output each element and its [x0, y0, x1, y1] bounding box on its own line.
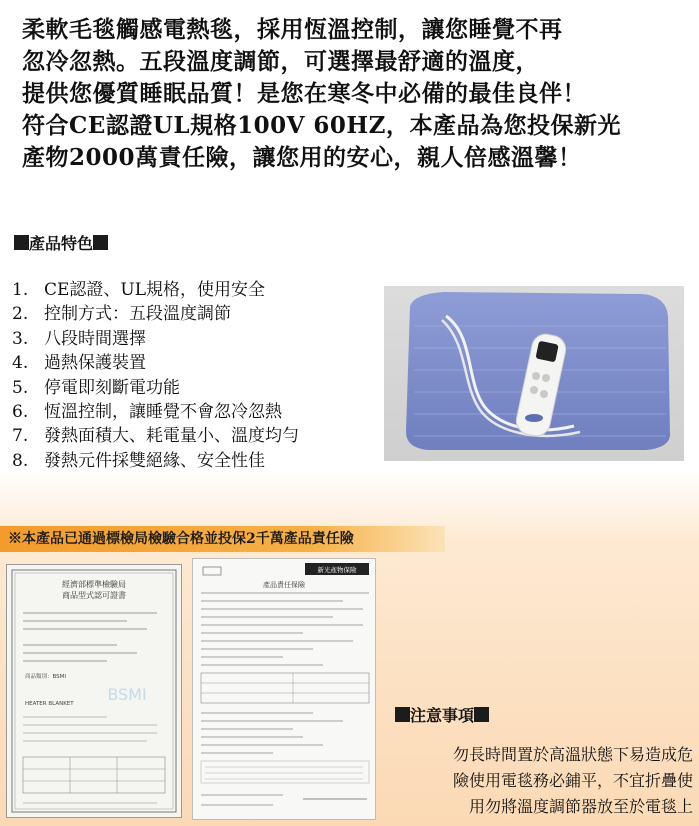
caution-line: 用勿將溫度調節器放至於電毯上 — [468, 797, 693, 816]
intro-line: 提供您優質睡眠品質！是您在寒冬中必備的最佳良伴！ — [22, 80, 586, 107]
square-bullet-icon — [14, 235, 29, 250]
list-item: 3. 八段時間選擇 — [12, 328, 146, 349]
bsmi-watermark: BSMI — [107, 685, 147, 704]
intro-line: 產物2000萬責任險，讓您用的安心，親人倍感溫馨！ — [22, 144, 582, 171]
cert-left-line: 商品類別：BSMI — [25, 674, 67, 680]
features-heading-label: 產品特色 — [29, 234, 94, 253]
list-item: 4. 過熱保護裝置 — [12, 353, 146, 374]
list-item: 5. 停電即刻斷電功能 — [12, 377, 180, 398]
caution-line: 險使用電毯務必鋪平，不宜折疊使 — [452, 771, 693, 790]
caution-heading-label: 注意事項 — [410, 706, 475, 725]
list-item: 8. 發熱元件採雙絕緣、安全性佳 — [12, 450, 265, 471]
square-bullet-icon — [93, 235, 108, 250]
cert-left-title: 經濟部標準檢驗局 — [62, 580, 126, 589]
list-item: 6. 恆溫控制，讓睡覺不會忽冷忽熱 — [12, 402, 282, 423]
intro-line: 符合CE認證UL規格100V 60HZ，本產品為您投保新光 — [22, 112, 621, 139]
list-item: 1. CE認證、UL規格，使用安全 — [12, 280, 266, 300]
list-item: 2. 控制方式：五段溫度調節 — [12, 304, 231, 325]
list-item: 7. 發熱面積大、耗電量小、溫度均勻 — [12, 426, 299, 447]
certificate-graphic — [7, 565, 181, 817]
insurance-document-graphic — [193, 559, 375, 819]
heating-blanket-image — [384, 286, 684, 461]
intro-line: 忽冷忽熱。五段溫度調節，可選擇最舒適的溫度， — [22, 48, 539, 75]
bsmi-certificate-image — [6, 564, 182, 818]
caution-line: 勿長時間置於高溫狀態下易造成危 — [452, 745, 693, 764]
features-heading — [14, 231, 108, 254]
caution-text — [393, 742, 693, 820]
square-bullet-icon — [395, 707, 410, 722]
insurance-certificate-image — [192, 558, 376, 820]
insurance-notice-banner: ※本產品已通過標檢局檢驗合格並投保2千萬產品責任險 — [0, 526, 445, 552]
intro-paragraph — [22, 14, 692, 174]
cert-left-line: HEATER BLANKET — [25, 701, 74, 707]
intro-line: 柔軟毛毯觸感電熱毯，採用恆溫控制，讓您睡覺不再 — [22, 16, 563, 43]
insurer-logo: 新光產物保險 — [317, 566, 357, 574]
caution-heading — [395, 703, 489, 726]
square-bullet-icon — [474, 707, 489, 722]
cert-right-title: 產品責任保險 — [263, 581, 305, 589]
product-photo — [384, 286, 684, 461]
cert-left-subtitle: 商品型式認可證書 — [62, 591, 126, 600]
features-list — [12, 278, 299, 473]
